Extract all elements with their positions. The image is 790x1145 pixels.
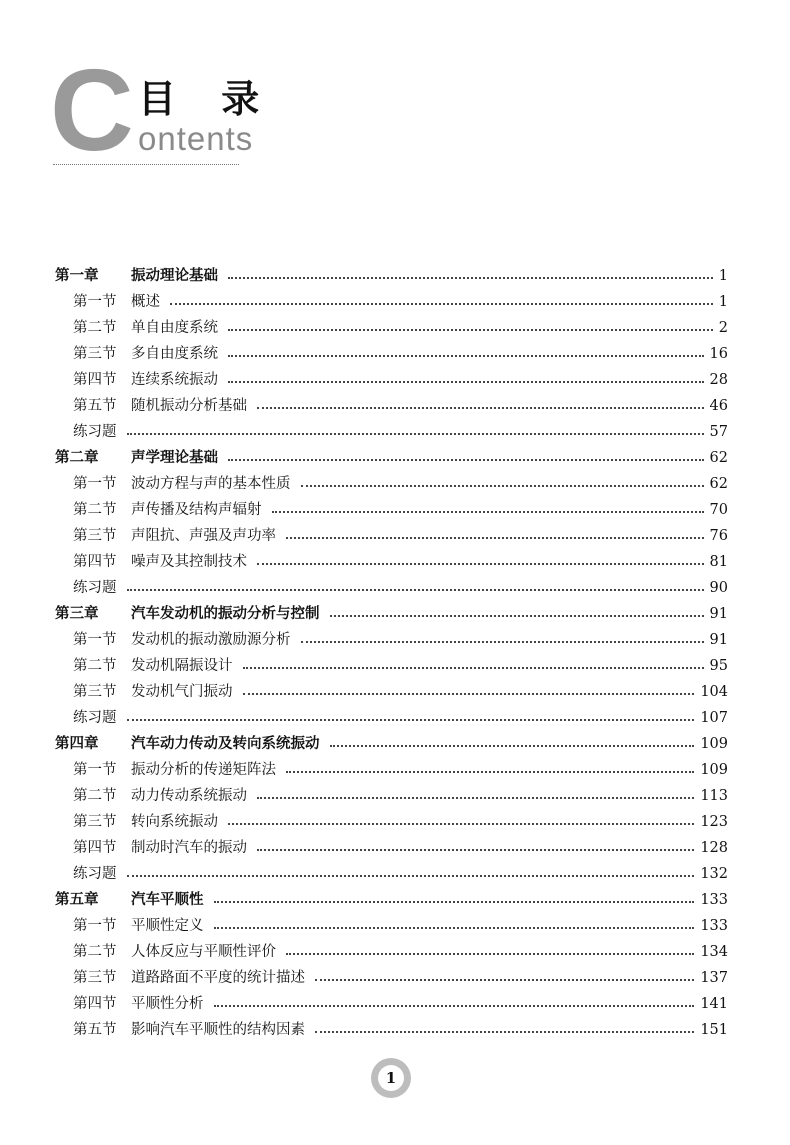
- toc-entry-title: 练习题: [73, 424, 117, 440]
- toc-entry-title: 平顺性分析: [131, 996, 204, 1012]
- toc-leader-dots: [214, 901, 695, 903]
- toc-leader-dots: [127, 875, 695, 877]
- toc-leader-dots: [301, 485, 704, 487]
- toc-entry-title: 练习题: [73, 866, 117, 882]
- toc-section-entry[interactable]: [73, 369, 728, 391]
- toc-leader-dots: [286, 953, 694, 955]
- toc-entry-page: 128: [700, 840, 728, 856]
- toc-entry-page: 113: [700, 788, 728, 804]
- toc-entry-page: 2: [718, 320, 728, 336]
- toc-entry-page: 133: [700, 918, 728, 934]
- toc-section-entry[interactable]: [73, 811, 728, 833]
- toc-chapter-entry[interactable]: [55, 733, 728, 755]
- toc-section-entry[interactable]: [73, 317, 728, 339]
- toc-entry-title: 动力传动系统振动: [131, 788, 247, 804]
- toc-section-entry[interactable]: [73, 707, 728, 729]
- toc-entry-title: 练习题: [73, 580, 117, 596]
- toc-entry-number: 第三节: [73, 814, 117, 830]
- toc-entry-page: 16: [709, 346, 728, 362]
- toc-entry-number: 第三节: [73, 346, 117, 362]
- toc-entry-number: 第一节: [73, 632, 117, 648]
- toc-entry-page: 62: [709, 476, 728, 492]
- toc-leader-dots: [228, 277, 713, 279]
- toc-section-entry[interactable]: [73, 343, 728, 365]
- toc-entry-page: 109: [700, 736, 728, 752]
- toc-entry-page: 137: [700, 970, 728, 986]
- toc-entry-number: 第三节: [73, 528, 117, 544]
- toc-entry-title: 发动机气门振动: [131, 684, 233, 700]
- toc-leader-dots: [243, 667, 704, 669]
- toc-entry-page: 1: [718, 268, 728, 284]
- toc-section-entry[interactable]: [73, 551, 728, 573]
- toc-leader-dots: [272, 511, 704, 513]
- toc-entry-number: 第二节: [73, 944, 117, 960]
- toc-entry-page: 91: [709, 632, 728, 648]
- toc-section-entry[interactable]: [73, 291, 728, 313]
- toc-chapter-entry[interactable]: [55, 447, 728, 469]
- toc-section-entry[interactable]: [73, 837, 728, 859]
- toc-entry-number: 第一节: [73, 476, 117, 492]
- toc-entry-title: 汽车发动机的振动分析与控制: [131, 606, 320, 622]
- toc-section-entry[interactable]: [73, 421, 728, 443]
- page-number: 1: [378, 1065, 404, 1091]
- toc-entry-title: 平顺性定义: [131, 918, 204, 934]
- toc-chapter-entry[interactable]: [55, 603, 728, 625]
- toc-entry-number: 第一节: [73, 762, 117, 778]
- toc-section-entry[interactable]: [73, 473, 728, 495]
- toc-entry-number: 第二节: [73, 320, 117, 336]
- toc-entry-number: 第三节: [73, 970, 117, 986]
- toc-leader-dots: [330, 615, 704, 617]
- toc-leader-dots: [257, 407, 704, 409]
- toc-entry-title: 转向系统振动: [131, 814, 218, 830]
- toc-entry-page: 109: [700, 762, 728, 778]
- toc-entry-title: 声传播及结构声辐射: [131, 502, 262, 518]
- toc-entry-title: 波动方程与声的基本性质: [131, 476, 291, 492]
- toc-entry-number: 第三节: [73, 684, 117, 700]
- toc-entry-title: 多自由度系统: [131, 346, 218, 362]
- toc-entry-number: 第五节: [73, 1022, 117, 1038]
- toc-entry-number: 第五节: [73, 398, 117, 414]
- toc-entry-number: 第四节: [73, 554, 117, 570]
- toc-entry-number: 第四节: [73, 840, 117, 856]
- toc-entry-page: 57: [709, 424, 728, 440]
- toc-leader-dots: [214, 927, 695, 929]
- toc-entry-page: 132: [700, 866, 728, 882]
- toc-section-entry[interactable]: [73, 1019, 728, 1041]
- page-title: 目 录: [138, 77, 276, 121]
- page-subtitle: ontents: [138, 120, 254, 157]
- toc-entry-number: 第四节: [73, 996, 117, 1012]
- toc-entry-title: 连续系统振动: [131, 372, 218, 388]
- toc-entry-title: 汽车平顺性: [131, 892, 204, 908]
- toc-chapter-entry[interactable]: [55, 889, 728, 911]
- toc-entry-number: 第四节: [73, 372, 117, 388]
- toc-section-entry[interactable]: [73, 681, 728, 703]
- toc-entry-page: 91: [709, 606, 728, 622]
- toc-entry-number: 第二章: [55, 450, 99, 466]
- logo-big-c: C: [50, 45, 134, 175]
- toc-entry-page: 151: [700, 1022, 728, 1038]
- toc-entry-number: 第二节: [73, 502, 117, 518]
- toc-leader-dots: [315, 1031, 694, 1033]
- toc-entry-title: 影响汽车平顺性的结构因素: [131, 1022, 305, 1038]
- toc-entry-title: 随机振动分析基础: [131, 398, 247, 414]
- toc-leader-dots: [228, 459, 704, 461]
- toc-entry-page: 104: [700, 684, 728, 700]
- toc-entry-page: 134: [700, 944, 728, 960]
- toc-leader-dots: [127, 719, 695, 721]
- toc-entry-number: 第四章: [55, 736, 99, 752]
- toc-section-entry[interactable]: [73, 785, 728, 807]
- toc-entry-page: 81: [709, 554, 728, 570]
- toc-entry-page: 107: [700, 710, 728, 726]
- toc-leader-dots: [127, 589, 704, 591]
- toc-leader-dots: [301, 641, 704, 643]
- toc-chapter-entry[interactable]: [55, 265, 728, 287]
- toc-entry-page: 141: [700, 996, 728, 1012]
- toc-entry-title: 声阻抗、声强及声功率: [131, 528, 276, 544]
- toc-section-entry[interactable]: [73, 915, 728, 937]
- toc-entry-title: 噪声及其控制技术: [131, 554, 247, 570]
- toc-section-entry[interactable]: [73, 499, 728, 521]
- toc-entry-title: 振动理论基础: [131, 268, 218, 284]
- toc-entry-number: 第二节: [73, 658, 117, 674]
- toc-entry-title: 声学理论基础: [131, 450, 218, 466]
- toc-section-entry[interactable]: [73, 655, 728, 677]
- header-divider: [53, 164, 239, 165]
- toc-section-entry[interactable]: [73, 863, 728, 885]
- toc-section-entry[interactable]: [73, 577, 728, 599]
- toc-leader-dots: [228, 329, 713, 331]
- toc-entry-title: 道路路面不平度的统计描述: [131, 970, 305, 986]
- toc-leader-dots: [257, 563, 704, 565]
- toc-entry-title: 振动分析的传递矩阵法: [131, 762, 276, 778]
- toc-entry-page: 90: [709, 580, 728, 596]
- toc-section-entry[interactable]: [73, 759, 728, 781]
- toc-leader-dots: [228, 823, 694, 825]
- toc-entry-page: 1: [718, 294, 728, 310]
- toc-leader-dots: [286, 537, 704, 539]
- toc-entry-number: 第一节: [73, 294, 117, 310]
- toc-entry-title: 制动时汽车的振动: [131, 840, 247, 856]
- toc-leader-dots: [286, 771, 694, 773]
- toc-leader-dots: [170, 303, 713, 305]
- toc-section-entry[interactable]: [73, 993, 728, 1015]
- toc-section-entry[interactable]: [73, 629, 728, 651]
- toc-section-entry[interactable]: [73, 525, 728, 547]
- toc-entry-number: 第五章: [55, 892, 99, 908]
- toc-entry-page: 123: [700, 814, 728, 830]
- toc-leader-dots: [228, 355, 704, 357]
- toc-entry-page: 133: [700, 892, 728, 908]
- toc-entry-page: 28: [709, 372, 728, 388]
- toc-leader-dots: [330, 745, 695, 747]
- toc-entry-title: 发动机的振动激励源分析: [131, 632, 291, 648]
- toc-entry-title: 汽车动力传动及转向系统振动: [131, 736, 320, 752]
- toc-entry-title: 单自由度系统: [131, 320, 218, 336]
- toc-leader-dots: [127, 433, 704, 435]
- toc-leader-dots: [257, 849, 694, 851]
- toc-entry-page: 46: [709, 398, 728, 414]
- toc-entry-number: 第三章: [55, 606, 99, 622]
- toc-entry-page: 62: [709, 450, 728, 466]
- toc-entry-title: 概述: [131, 294, 160, 310]
- toc-entry-title: 发动机隔振设计: [131, 658, 233, 674]
- contents-logo: [50, 45, 276, 176]
- toc-entry-page: 95: [709, 658, 728, 674]
- page-number-badge: [371, 1058, 411, 1098]
- toc-leader-dots: [257, 797, 694, 799]
- toc-entry-number: 第一章: [55, 268, 99, 284]
- toc-entry-title: 练习题: [73, 710, 117, 726]
- toc-leader-dots: [228, 381, 704, 383]
- toc-section-entry[interactable]: [73, 941, 728, 963]
- toc-entry-number: 第一节: [73, 918, 117, 934]
- toc-entry-number: 第二节: [73, 788, 117, 804]
- toc-section-entry[interactable]: [73, 395, 728, 417]
- toc-entry-page: 76: [709, 528, 728, 544]
- toc-section-entry[interactable]: [73, 967, 728, 989]
- toc-entry-title: 人体反应与平顺性评价: [131, 944, 276, 960]
- toc-leader-dots: [214, 1005, 695, 1007]
- toc-leader-dots: [315, 979, 694, 981]
- toc-leader-dots: [243, 693, 695, 695]
- toc-entry-page: 70: [709, 502, 728, 518]
